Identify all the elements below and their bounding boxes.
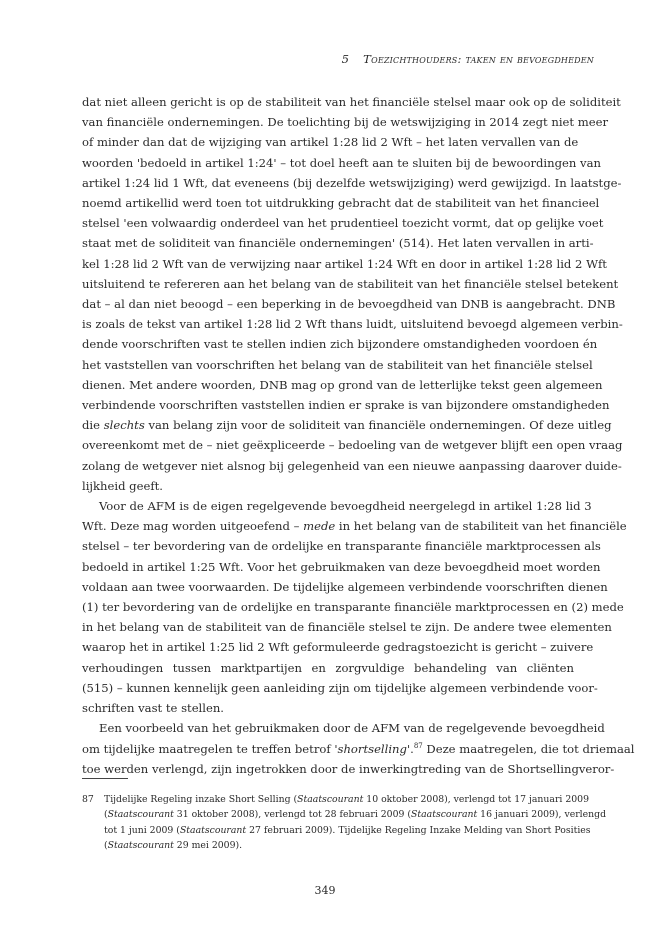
text-line: in het belang van de stabiliteit van de financiële stelsel te zijn. De andere twee elementen <box>82 620 612 635</box>
paragraph-1 <box>82 92 623 496</box>
text-line: die slechts van belang zijn voor de soliditeit van financiële ondernemingen. Of deze uitleg <box>82 418 612 433</box>
page-number: 349 <box>314 884 336 897</box>
text-line: Voor de AFM is de eigen regelgevende bevoegdheid neergelegd in artikel 1:28 lid 3 <box>99 499 592 514</box>
text-line: kel 1:28 lid 2 Wft van de verwijzing naar artikel 1:24 Wft en door in artikel 1:28 lid 2 Wft <box>82 256 607 271</box>
text-line: lijkheid geeft. <box>82 478 163 493</box>
text-line: (Staatscourant 31 oktober 2008), verlengd tot 28 februari 2009 (Staatscourant 16 januari 2009), verlengd <box>104 809 607 821</box>
text-line: staat met de soliditeit van financiële ondernemingen' (514). Het laten vervallen in arti- <box>82 236 594 251</box>
text-line: dat niet alleen gericht is op de stabiliteit van het financiële stelsel maar ook op de soliditeit <box>82 95 621 109</box>
text-line: Wft. Deze mag worden uitgeoefend – mede in het belang van de stabiliteit van het financiële <box>82 519 627 534</box>
text-line: dat – al dan niet beoogd – een beperking in de bevoegdheid van DNB is aangebracht. DNB <box>82 297 616 312</box>
footnote-number: 87 <box>82 794 94 805</box>
text-line: dende voorschriften vast te stellen indien zich bijzondere omstandigheden voordoen én <box>82 337 598 352</box>
chapter-title: Toezichthouders: taken en bevoegdheden <box>363 52 594 66</box>
text-line: Tijdelijke Regeling inzake Short Selling (Staatscourant 10 oktober 2008), verlengd tot 17 januari 2009 <box>104 794 589 805</box>
chapter-number: 5 <box>341 52 350 66</box>
text-line: is zoals de tekst van artikel 1:28 lid 2 Wft thans luidt, uitsluitend bevoegd algemeen verbin- <box>82 317 623 332</box>
body-text <box>82 92 635 779</box>
text-line: stelsel – ter bevordering van de ordelijke en transparante financiële marktprocessen als <box>82 539 601 554</box>
text-line: van financiële ondernemingen. De toelichting bij de wetswijziging in 2014 zegt niet meer <box>82 115 608 130</box>
text-line: uitsluitend te refereren aan het belang van de stabiliteit van het financiële stelsel betekent <box>82 276 619 291</box>
text-line: noemd artikellid werd toen tot uitdrukking gebracht dat de stabiliteit van het financieel <box>82 196 600 211</box>
text-line: of minder dan dat de wijziging van artikel 1:28 lid 2 Wft – het laten vervallen van de <box>82 135 579 150</box>
text-line: het vaststellen van voorschriften het belang van de stabiliteit van het financiële stelsel <box>82 357 593 372</box>
footnote-reference[interactable]: 87 <box>413 741 423 750</box>
text-line: woorden 'bedoeld in artikel 1:24' – tot doel heeft aan te sluiten bij de bewoordingen van <box>82 155 601 170</box>
text-line: (515) – kunnen kennelijk geen aanleiding zijn om tijdelijke algemeen verbindende voor- <box>82 680 598 695</box>
text-line: verbindende voorschriften vaststellen indien er sprake is van bijzondere omstandigheden <box>82 398 610 413</box>
text-line: om tijdelijke maatregelen te treffen betrof 'shortselling'.$^{87}$ Deze maatregelen, die tot driemaal <box>82 741 635 756</box>
paragraph-3 <box>82 718 635 779</box>
running-head <box>342 52 594 66</box>
text-line: stelsel 'een volwaardig onderdeel van het prudentieel toezicht vormt, dat op gelijke voet <box>82 216 604 231</box>
text-line: voldaan aan twee voorwaarden. De tijdelijke algemeen verbindende voorschriften dienen <box>82 579 608 594</box>
paragraph-2 <box>82 496 627 718</box>
text-line: bedoeld in artikel 1:25 Wft. Voor het gebruikmaken van deze bevoegdheid moet worden <box>82 559 601 574</box>
text-line: waarop het in artikel 1:25 lid 2 Wft geformuleerde gedragstoezicht is gericht – zuivere <box>82 640 594 655</box>
text-line: overeenkomt met de – niet geëxpliceerde – bedoeling van de wetgever blijft een open vraag <box>82 438 623 453</box>
text-line: verhoudingen tussen marktpartijen en zorgvuldige behandeling van cliënten <box>82 660 574 675</box>
text-line: dienen. Met andere woorden, DNB mag op grond van de letterlijke tekst geen algemeen <box>82 377 603 392</box>
footnote-text <box>104 792 607 853</box>
text-line: (Staatscourant 29 mei 2009). <box>104 839 243 851</box>
text-line: artikel 1:24 lid 1 Wft, dat eveneens (bij dezelfde wetswijziging) werd gewijzigd. In laatstge- <box>82 175 622 190</box>
text-line: Een voorbeeld van het gebruikmaken door de AFM van de regelgevende bevoegdheid <box>99 721 605 736</box>
text-line: (1) ter bevordering van de ordelijke en transparante financiële marktprocessen en (2) mede <box>82 600 624 615</box>
text-line: tot 1 juni 2009 (Staatscourant 27 februari 2009). Tijdelijke Regeling Inzake Melding van Short Posities <box>104 824 591 836</box>
text-line: zolang de wetgever niet alsnog bij gelegenheid van een nieuwe aanpassing daarover duide- <box>82 458 622 473</box>
text-line: schriften vast te stellen. <box>82 701 224 716</box>
footnote-rule <box>82 778 128 779</box>
text-line: toe werden verlengd, zijn ingetrokken door de inwerkingtreding van de Shortsellingveror- <box>82 761 615 776</box>
footnote-87 <box>82 792 607 853</box>
